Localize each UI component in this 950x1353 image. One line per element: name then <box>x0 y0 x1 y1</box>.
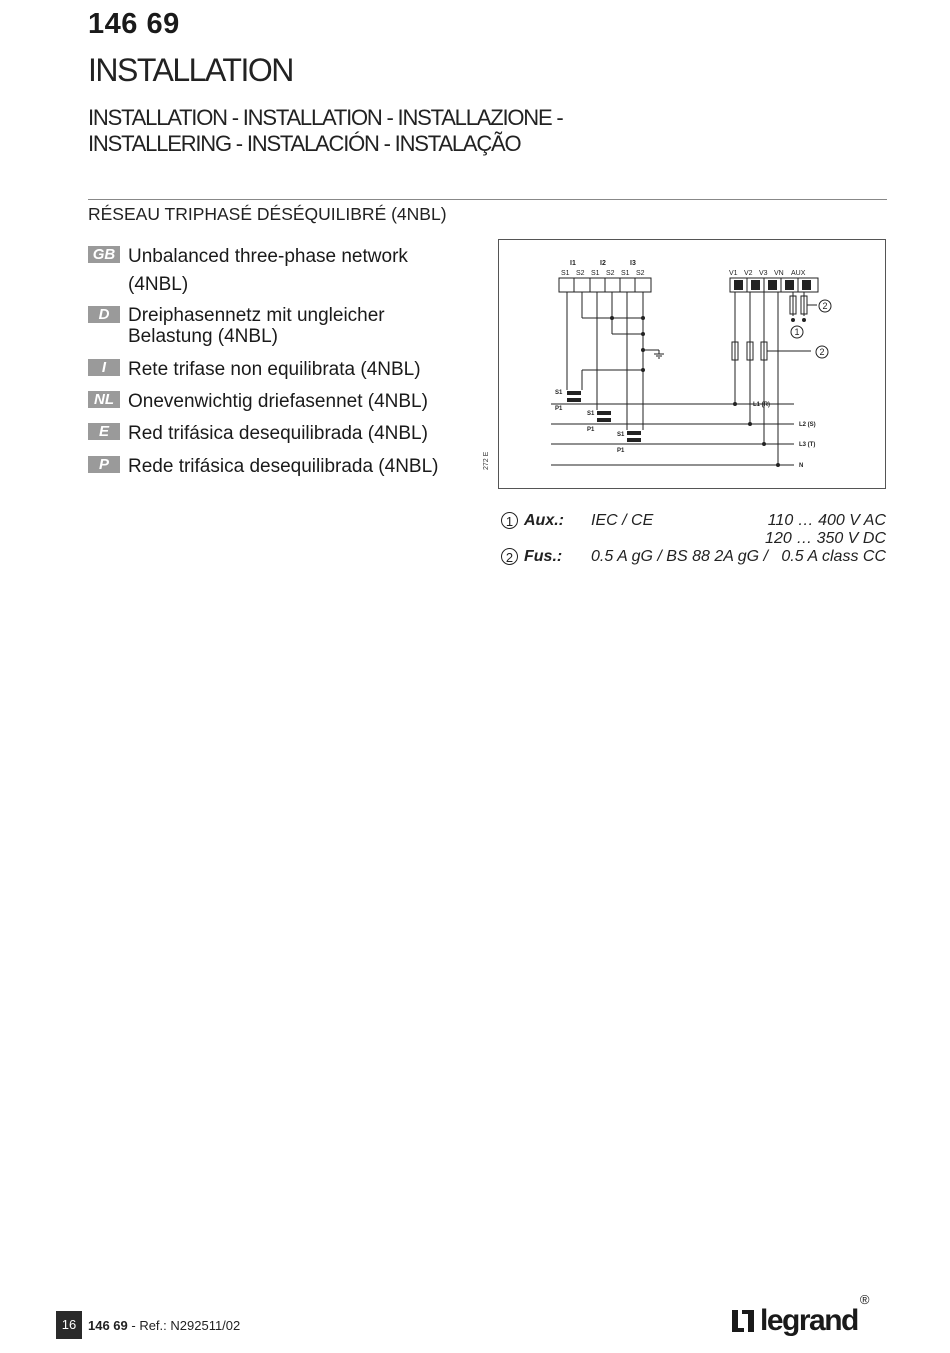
language-text: Dreiphasennetz mit ungleicher Belastung (4NBL) <box>128 305 385 347</box>
language-text: Onevenwichtig driefasennet (4NBL) <box>128 391 428 412</box>
legend-aux-number <box>501 512 518 531</box>
current-label-i2: I2 <box>600 260 606 267</box>
terminal-label: V3 <box>759 270 768 277</box>
language-badge: GB <box>88 246 120 263</box>
diagram-code: 272 E <box>483 451 490 470</box>
terminal-label: AUX <box>791 270 806 277</box>
terminal-label: S2 <box>636 270 645 277</box>
language-badge: D <box>88 306 120 323</box>
footer-reference <box>88 1318 240 1333</box>
terminal-label: V2 <box>744 270 753 277</box>
legend-aux-label: Aux.: <box>524 512 564 529</box>
footer-product-number: 146 69 <box>88 1318 128 1333</box>
legend-aux-value-dc: 120 … 350 V DC <box>765 530 886 547</box>
language-item-e <box>88 420 473 448</box>
terminal-label: V1 <box>729 270 738 277</box>
language-badge: I <box>88 359 120 376</box>
callout-number: 2 <box>822 301 828 311</box>
legend-aux-standard: IEC / CE <box>591 512 654 529</box>
callout-number: 1 <box>794 327 800 337</box>
language-text: Rete trifase non equilibrata (4NBL) <box>128 359 421 380</box>
section-title-prefix: RÉSEAU <box>88 204 160 224</box>
language-text: Red trifásica desequilibrada (4NBL) <box>128 423 428 444</box>
legrand-logo-icon <box>730 1308 756 1334</box>
language-text: Rede trifásica desequilibrada (4NBL) <box>128 456 439 477</box>
divider <box>88 199 887 200</box>
callout-1-icon: 1 <box>501 512 518 529</box>
line-label-l1: L1 (R) <box>753 402 770 408</box>
line-label-l3: L3 (T) <box>799 442 816 448</box>
language-badge: P <box>88 456 120 473</box>
language-text: Unbalanced three-phase network (4NBL) <box>128 246 408 295</box>
legrand-logo-text <box>760 1292 868 1338</box>
legend-fus-value: 0.5 A class CC <box>781 548 886 565</box>
current-label-i3: I3 <box>630 260 636 267</box>
footer-ref-text: - Ref.: N292511/02 <box>127 1318 241 1333</box>
legend-aux-value-ac: 110 … 400 V AC <box>767 512 886 529</box>
language-item-p <box>88 453 473 481</box>
current-label-i1: I1 <box>570 260 576 267</box>
terminal-label: S1 <box>591 270 600 277</box>
terminal-label: S1 <box>561 270 570 277</box>
product-number: 146 69 <box>88 8 180 40</box>
legend-fus-standard: 0.5 A gG / BS 88 2A gG / <box>591 548 768 565</box>
language-badge: NL <box>88 391 120 408</box>
terminal-label: S1 <box>621 270 630 277</box>
callout-number: 2 <box>819 347 825 357</box>
legrand-logo <box>730 1292 868 1338</box>
ct-label: P1 <box>555 406 563 412</box>
legend-fus-label: Fus.: <box>524 548 563 565</box>
page-number: 16 <box>56 1311 82 1339</box>
terminal-label: VN <box>774 270 784 277</box>
subtitle-line-1: INSTALLATION - INSTALLATION - INSTALLAZIONE - <box>88 105 563 130</box>
language-item-i <box>88 356 473 384</box>
ct-label: P1 <box>587 427 595 433</box>
ct-label: S1 <box>555 390 563 396</box>
language-badge: E <box>88 423 120 440</box>
ct-label: S1 <box>617 432 625 438</box>
terminal-label: S2 <box>606 270 615 277</box>
language-item-gb <box>88 243 448 299</box>
registered-mark: ® <box>859 1292 868 1307</box>
terminal-label: S2 <box>576 270 585 277</box>
wiring-diagram-svg <box>499 240 885 488</box>
page-title: INSTALLATION <box>88 52 293 88</box>
legend-fus-number <box>501 548 518 567</box>
section-title <box>88 204 447 225</box>
callout-2-icon: 2 <box>501 548 518 565</box>
line-label-l2: L2 (S) <box>799 422 816 428</box>
language-item-nl <box>88 388 473 416</box>
brand-name: legrand <box>760 1304 858 1337</box>
section-title-rest: TRIPHASÉ DÉSÉQUILIBRÉ (4NBL) <box>159 204 447 224</box>
ct-label: S1 <box>587 411 595 417</box>
wiring-diagram <box>498 239 886 489</box>
line-label-n: N <box>799 463 804 469</box>
ct-label: P1 <box>617 448 625 454</box>
subtitle-line-2: INSTALLERING - INSTALACIÓN - INSTALAÇÃO <box>88 131 521 156</box>
language-item-d <box>88 303 473 347</box>
